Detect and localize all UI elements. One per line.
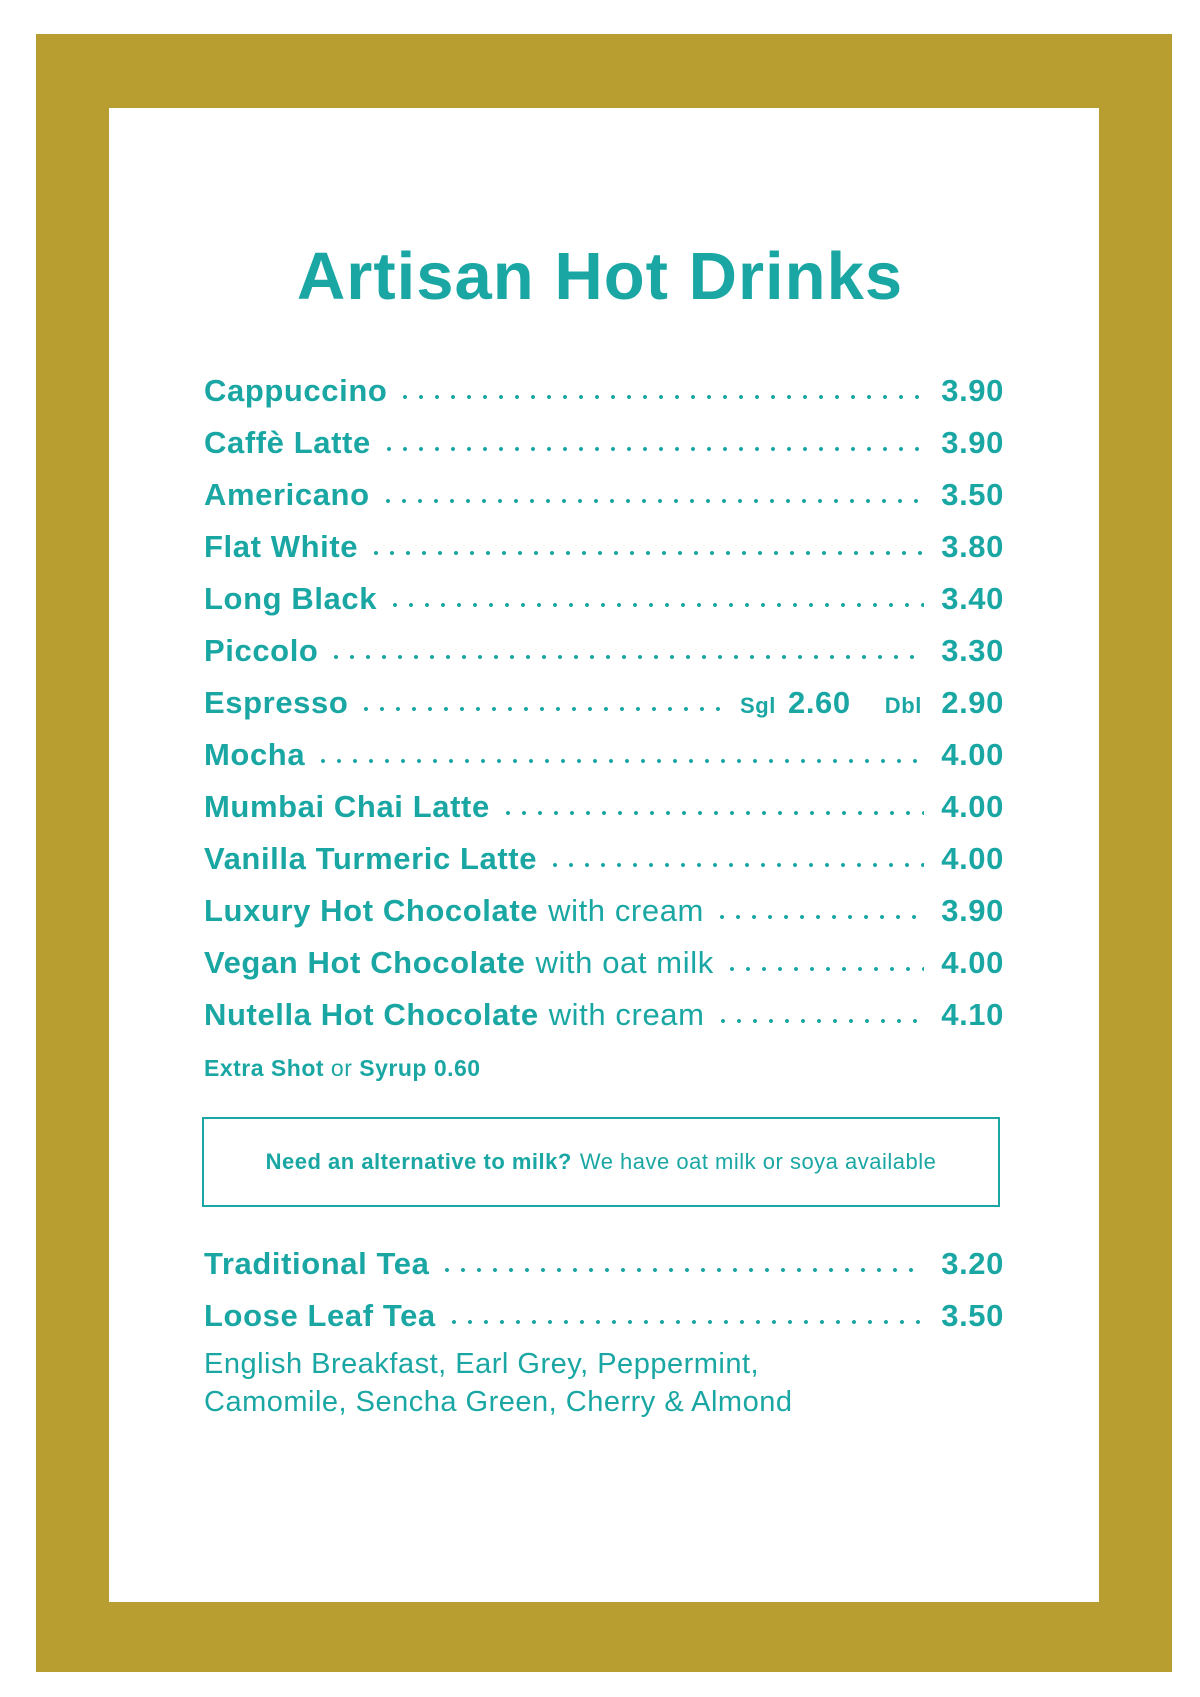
dot-leader	[715, 1019, 924, 1023]
espresso-prices	[734, 677, 1004, 732]
single-label: Sgl	[739, 693, 776, 718]
menu-item-mumbai-chai-latte	[204, 781, 1004, 833]
item-price: 4.00	[941, 841, 1004, 876]
dot-leader	[387, 603, 924, 607]
item-name: Luxury Hot Chocolate	[204, 893, 539, 928]
item-name: Flat White	[204, 529, 359, 564]
menu-item-loose-leaf-tea	[204, 1290, 1004, 1342]
item-description: with cream	[548, 997, 705, 1032]
menu-item-luxury-hot-chocolate	[204, 885, 1004, 937]
menu-item-caffe-latte	[204, 417, 1004, 469]
item-name: Espresso	[204, 685, 349, 720]
tea-varieties-line-2: Camomile, Sencha Green, Cherry & Almond	[204, 1386, 793, 1418]
item-price: 4.00	[941, 737, 1004, 772]
dot-leader	[446, 1320, 924, 1324]
item-name: Cappuccino	[204, 373, 388, 408]
extra-shot-label: Extra Shot	[204, 1055, 325, 1081]
item-name: Nutella Hot Chocolate	[204, 997, 539, 1032]
menu-item-flat-white	[204, 521, 1004, 573]
menu-item-espresso	[204, 677, 1004, 729]
tea-varieties-line-1: English Breakfast, Earl Grey, Peppermint,	[204, 1348, 760, 1380]
item-price: 4.10	[941, 997, 1004, 1032]
dot-leader	[439, 1268, 924, 1272]
item-description: with cream	[548, 893, 704, 928]
menu-item-long-black	[204, 573, 1004, 625]
item-description: with oat milk	[535, 945, 714, 980]
notice-question: Need an alternative to milk?	[265, 1149, 572, 1174]
extras-note	[204, 1053, 481, 1083]
loose-leaf-tea-varieties	[204, 1345, 1004, 1421]
dot-leader	[380, 499, 924, 503]
item-price: 3.80	[941, 529, 1004, 564]
tea-list	[204, 1238, 1004, 1342]
dot-leader	[358, 707, 724, 711]
item-price: 3.90	[941, 373, 1004, 408]
item-name: Caffè Latte	[204, 425, 371, 460]
dot-leader	[724, 967, 924, 971]
menu-item-cappuccino	[204, 365, 1004, 417]
menu-item-mocha	[204, 729, 1004, 781]
item-price: 3.90	[941, 893, 1004, 928]
item-price: 3.90	[941, 425, 1004, 460]
item-name: Vegan Hot Chocolate	[204, 945, 526, 980]
menu-item-americano	[204, 469, 1004, 521]
item-name: Mumbai Chai Latte	[204, 789, 490, 824]
item-name: Long Black	[204, 581, 378, 616]
dot-leader	[714, 915, 924, 919]
dot-leader	[328, 655, 924, 659]
dot-leader	[547, 863, 924, 867]
item-price: 4.00	[941, 789, 1004, 824]
item-price: 3.30	[941, 633, 1004, 668]
menu-item-traditional-tea	[204, 1238, 1004, 1290]
dot-leader	[368, 551, 924, 555]
item-price: 3.40	[941, 581, 1004, 616]
menu-item-vegan-hot-chocolate	[204, 937, 1004, 989]
milk-alternative-notice	[202, 1117, 1000, 1207]
item-name: Americano	[204, 477, 370, 512]
extra-connector: or	[330, 1055, 353, 1081]
double-price: 2.90	[941, 685, 1004, 720]
drinks-list	[204, 365, 1004, 1041]
item-price: 4.00	[941, 945, 1004, 980]
dot-leader	[315, 759, 924, 763]
item-price: 3.20	[941, 1246, 1004, 1281]
item-price: 3.50	[941, 477, 1004, 512]
dot-leader	[397, 395, 924, 399]
menu-item-piccolo	[204, 625, 1004, 677]
item-name: Loose Leaf Tea	[204, 1298, 436, 1333]
double-label: Dbl	[884, 693, 922, 718]
menu-title: Artisan Hot Drinks	[296, 239, 904, 314]
single-price: 2.60	[788, 685, 851, 720]
item-name: Vanilla Turmeric Latte	[204, 841, 538, 876]
menu-item-vanilla-turmeric-latte	[204, 833, 1004, 885]
dot-leader	[381, 447, 924, 451]
dot-leader	[500, 811, 924, 815]
item-name: Traditional Tea	[204, 1246, 430, 1281]
menu-item-nutella-hot-chocolate	[204, 989, 1004, 1041]
notice-answer: We have oat milk or soya available	[579, 1149, 937, 1174]
item-price: 3.50	[941, 1298, 1004, 1333]
item-name: Mocha	[204, 737, 306, 772]
syrup-label: Syrup 0.60	[359, 1055, 481, 1081]
item-name: Piccolo	[204, 633, 319, 668]
